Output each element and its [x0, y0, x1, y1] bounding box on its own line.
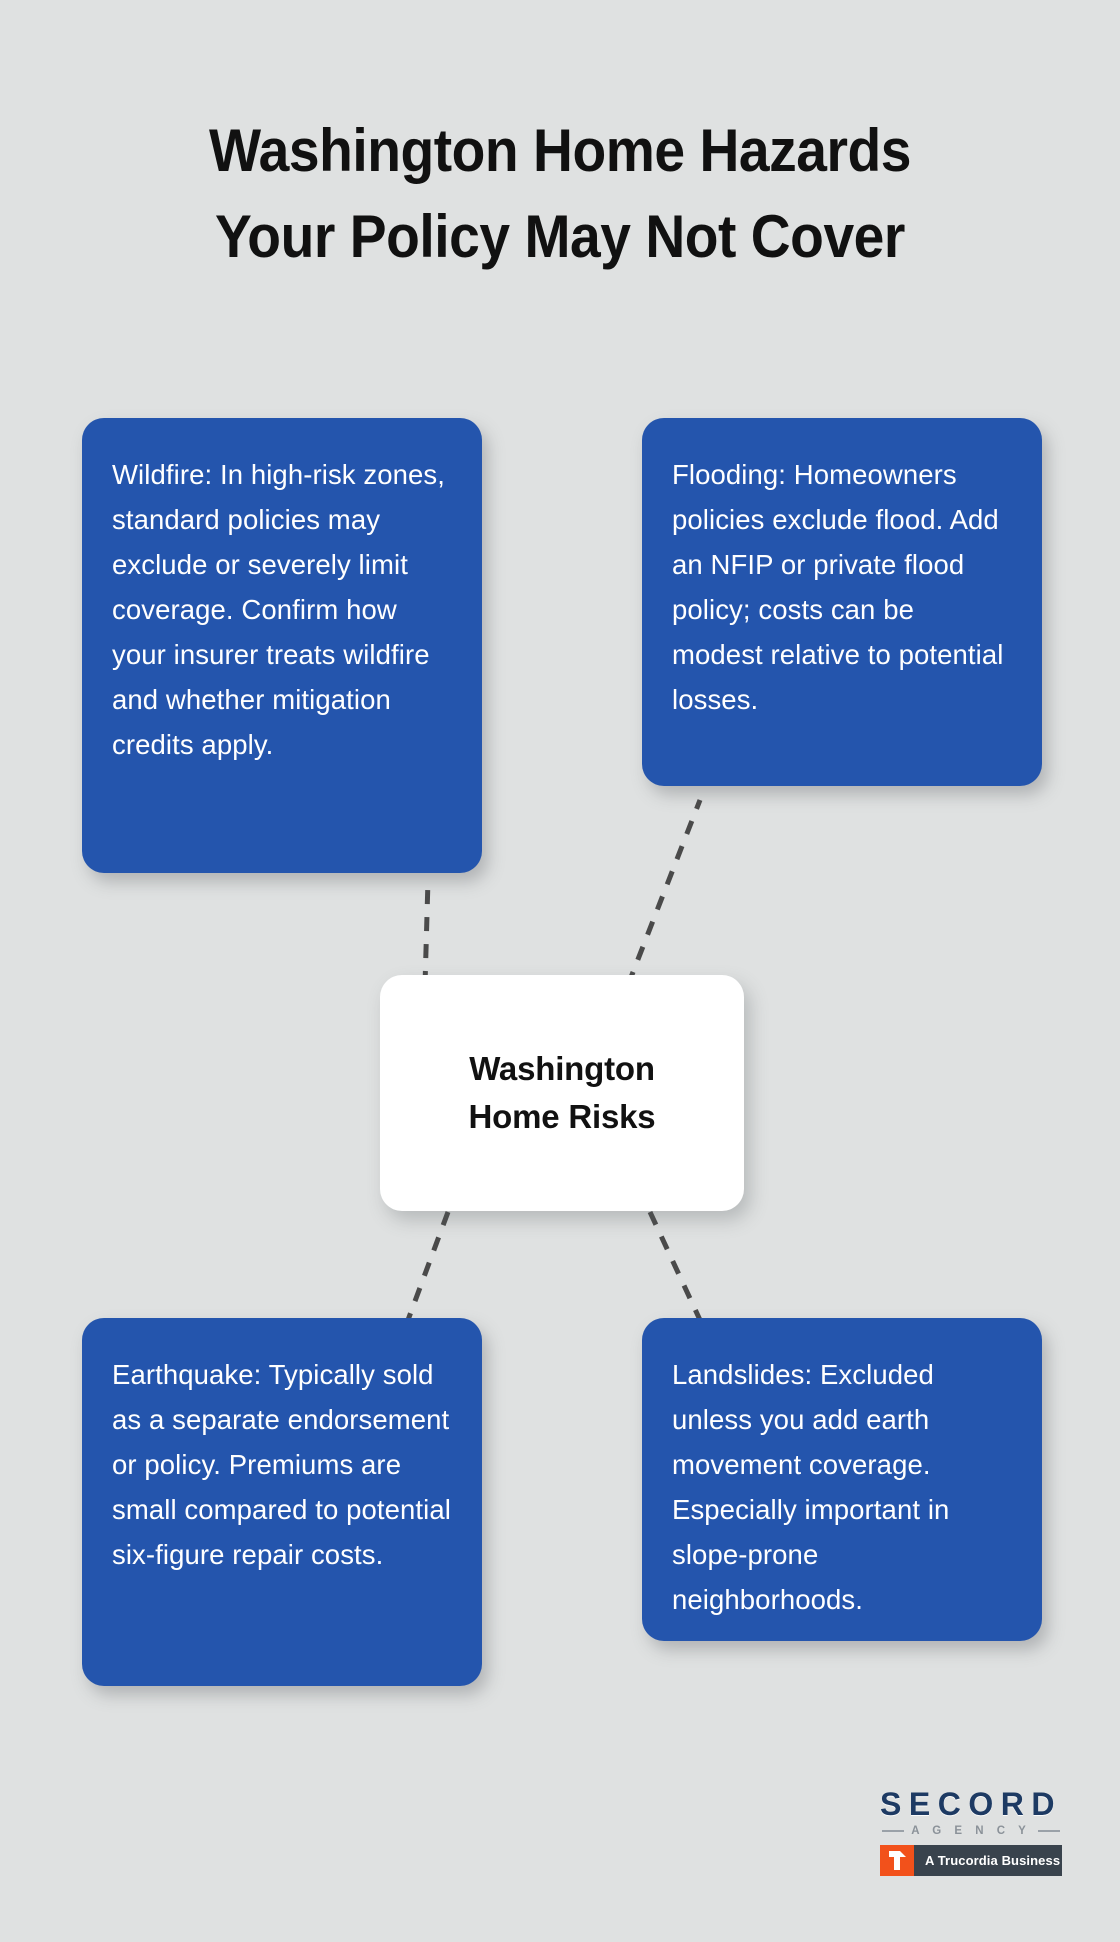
connector-center-to-flooding [628, 800, 700, 985]
trucordia-badge-label: A Trucordia Business [914, 1845, 1062, 1876]
page-title [45, 108, 1075, 280]
hazard-card-wildfire-text: Wildfire: In high-risk zones, standard policies may exclude or severely limit coverage. Confirm how your insurer treats wildfire and whether mitigation credits apply. [112, 459, 446, 760]
connector-center-to-landslides [650, 1212, 700, 1320]
hazard-card-flooding-text: Flooding: Homeowners policies exclude flood. Add an NFIP or private flood policy; costs can be modest relative to potential losses. [672, 459, 1004, 715]
brand-subtitle: A G E N C Y [911, 1825, 1031, 1837]
brand-rule-left [882, 1830, 904, 1832]
brand-rule-right [1038, 1830, 1060, 1832]
brand-wordmark: SECORD [880, 1786, 1062, 1822]
brand-subtitle-row [880, 1825, 1062, 1837]
center-node [380, 975, 744, 1211]
page-title-line-2: Your Policy May Not Cover [215, 203, 905, 270]
hazard-card-wildfire [82, 418, 482, 873]
connector-center-to-wildfire [425, 880, 428, 985]
center-node-label [469, 1045, 656, 1141]
center-node-line-2: Home Risks [468, 1098, 656, 1135]
trucordia-mark-icon [880, 1845, 914, 1876]
hazard-card-flooding [642, 418, 1042, 786]
hazard-card-landslides [642, 1318, 1042, 1641]
hazard-card-earthquake [82, 1318, 482, 1686]
center-node-line-1: Washington [469, 1050, 655, 1087]
trucordia-badge [880, 1845, 1062, 1876]
connector-center-to-earthquake [408, 1212, 448, 1320]
hazard-card-earthquake-text: Earthquake: Typically sold as a separate endorsement or policy. Premiums are small compared to potential six-figure repair costs. [112, 1359, 451, 1570]
hazard-card-landslides-text: Landslides: Excluded unless you add earth movement coverage. Especially important in slope-prone neighborhoods. [672, 1359, 950, 1615]
brand-logo [880, 1786, 1062, 1876]
page-title-line-1: Washington Home Hazards [209, 117, 911, 184]
